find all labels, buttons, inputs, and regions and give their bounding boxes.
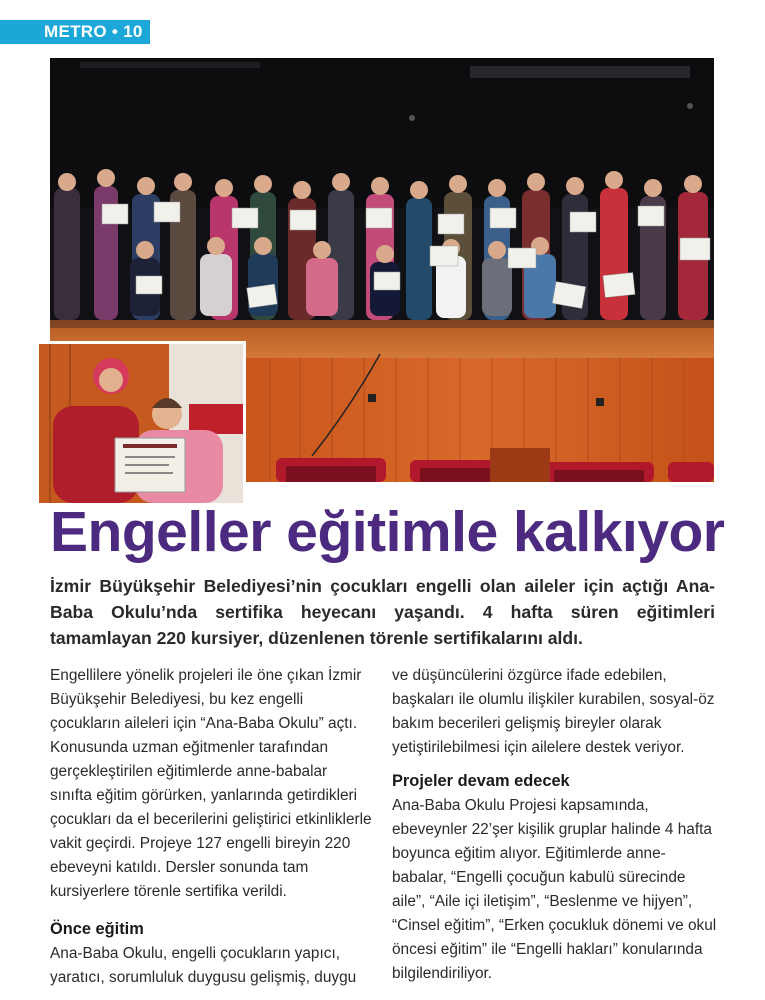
body-paragraph: Engellilere yönelik projeleri ile öne çıkan İzmir Büyükşehir Belediyesi, bu kez engelli çocukların aileleri için “Ana-Baba Okulu” açtı. Konusunda uzman eğitmenler tarafından gerçekleştirilen eğitimlerde anne-babalar sınıfta eğitim görürken, yanlarında getirdikleri çocukları da el becerilerini geliştirici etkinliklerle vakit geçirdi. Projeye 127 engelli bireyin 220 ebeveyni katıldı. Dersler sonunda tam kursiyerlere törenle sertifika verildi. xyxy=(50,667,372,900)
subheading-once-egitim: Önce eğitim xyxy=(50,920,144,938)
body-paragraph: Ana-Baba Okulu, engelli çocukların yapıcı, yaratıcı, sorumluluk duygusu gelişmiş, duygu xyxy=(50,945,357,986)
article-headline: Engeller eğitimle kalkıyor xyxy=(50,500,725,564)
subheading-projeler-devam: Projeler devam edecek xyxy=(392,772,570,790)
body-column-left xyxy=(50,664,372,990)
body-paragraph: Ana-Baba Okulu Projesi kapsamında, ebeveynler 22’şer kişilik gruplar halinde 4 hafta boyunca eğitim alıyor. Eğitimlerde anne-babalar, “Engelli çocuğun kabulü sürecinde aile”, “Aile içi iletişim”, “Beslenme ve hijyen”, “Cinsel eğitim”, “Erken çocukluk dönemi ve okul öncesi eğitim” ile “Engelli hakları” konularında bilgilendiriliyor. xyxy=(392,797,717,982)
article-lead: İzmir Büyükşehir Belediyesi’nin çocukları engelli olan aileler için açtığı Ana-Baba Okulu’nda sertifika heyecanı yaşandı. 4 hafta süren eğitimleri tamamlayan 220 kursiyer, düzenlenen törenle sertifikalarını aldı. xyxy=(50,576,715,648)
section-label: METRO • 10 xyxy=(0,20,150,44)
body-column-right xyxy=(392,664,717,986)
inset-photo xyxy=(36,341,246,506)
body-paragraph: ve düşüncülerini özgürce ifade edebilen, başkaları ile olumlu ilişkiler kurabilen, sosyal-öz bakım becerileri gelişmiş bireyler olarak yetiştirilebilmesi için ailelere destek veriyor. xyxy=(392,667,715,756)
